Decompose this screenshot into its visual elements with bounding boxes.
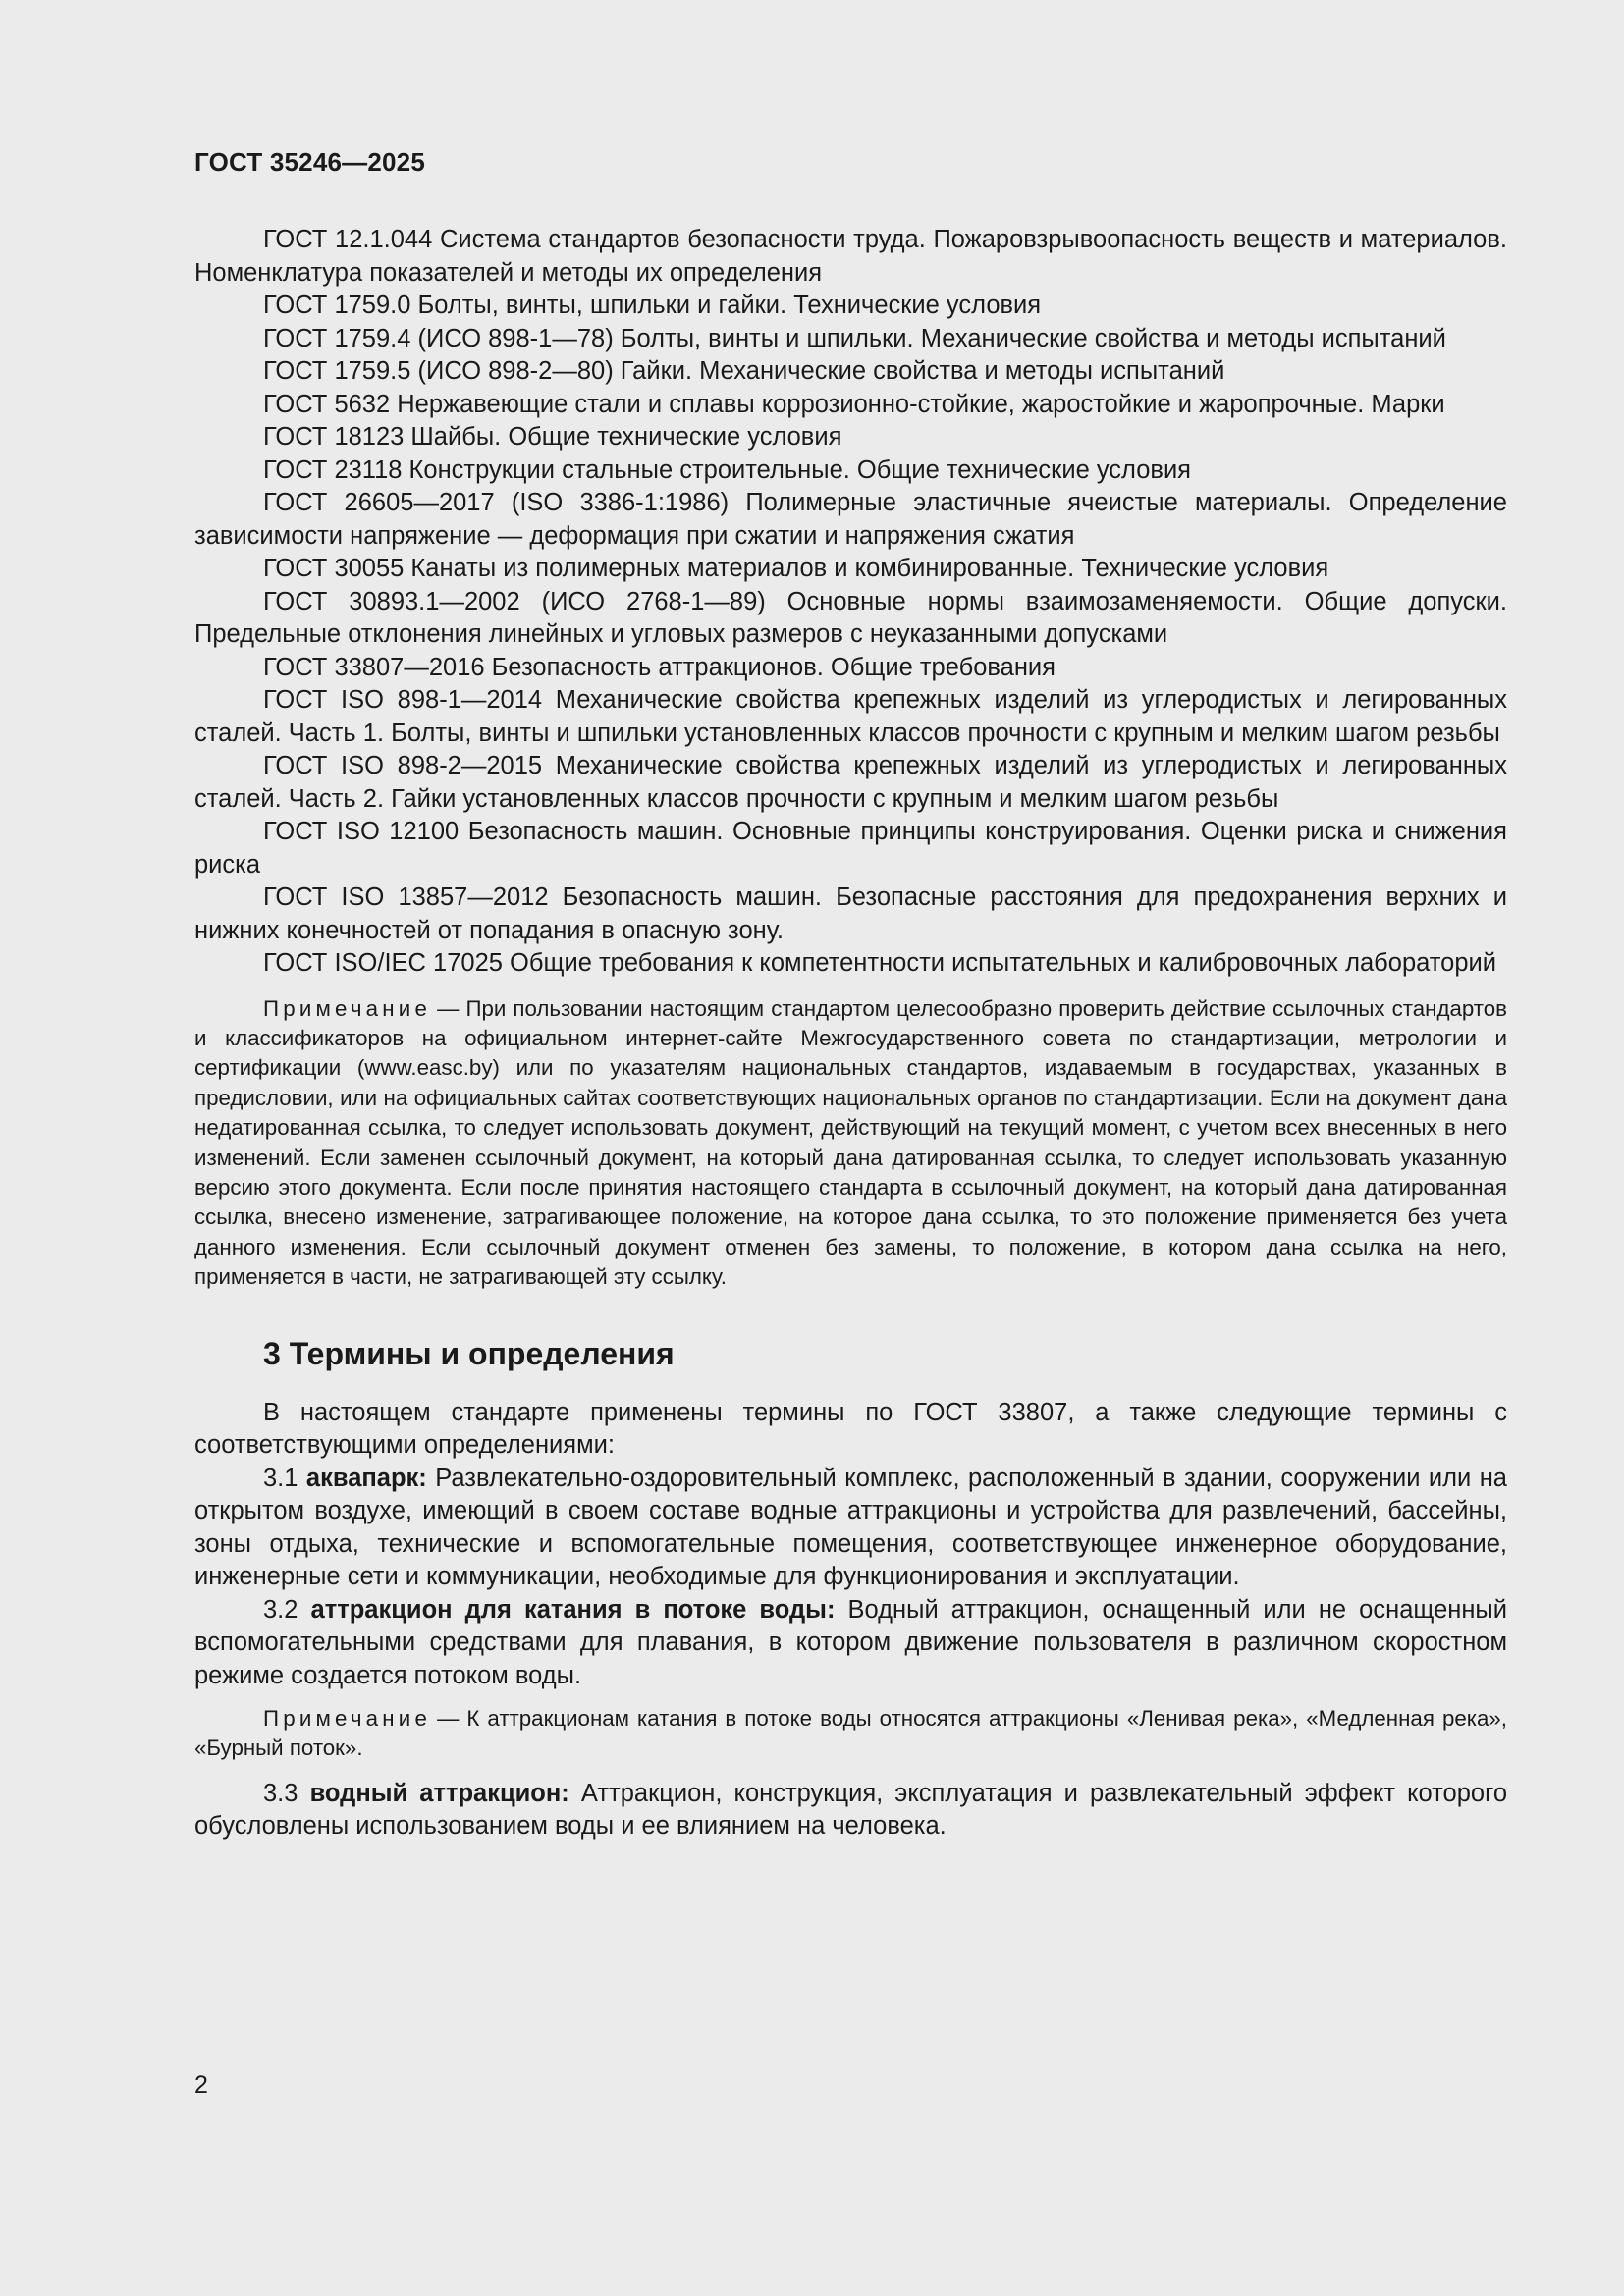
- term-name: водный аттракцион:: [309, 1779, 569, 1807]
- term-definition: [194, 1778, 1507, 1843]
- term-text: Водный аттракцион, оснащенный или не оснащенный вспомогательными средствами для плавания, в котором движение пользователя в различном скоростном режиме создается потоком воды.: [194, 1595, 1507, 1689]
- section-heading: 3 Термины и определения: [263, 1335, 675, 1371]
- reference-item: ГОСТ 1759.0 Болты, винты, шпильки и гайки. Технические условия: [263, 292, 1042, 319]
- term-definition: [194, 1463, 1507, 1594]
- reference-item: ГОСТ 33807—2016 Безопасность аттракционов. Общие требования: [263, 653, 1056, 681]
- term-definition: [194, 1594, 1507, 1693]
- reference-item: ГОСТ ISO 898-2—2015 Механические свойства крепежных изделий из углеродистых и легированных сталей. Часть 2. Гайки установленных классов прочности с крупным и мелким шагом резьбы: [194, 752, 1507, 813]
- reference-item: ГОСТ 30055 Канаты из полимерных материалов и комбинированные. Технические условия: [263, 555, 1329, 582]
- reference-item: ГОСТ 30893.1—2002 (ИСО 2768-1—89) Основные нормы взаимозаменяемости. Общие допуски. Предельные отклонения линейных и угловых размеров с неуказанными допусками: [194, 587, 1507, 648]
- term-number: 3.2: [263, 1595, 298, 1624]
- term-text: Аттракцион, конструкция, эксплуатация и развлекательный эффект которого обусловлены использованием воды и ее влиянием на человека.: [194, 1779, 1508, 1841]
- reference-item: ГОСТ ISO 12100 Безопасность машин. Основные принципы конструирования. Оценки риска и снижения риска: [194, 818, 1507, 879]
- reference-item: ГОСТ 18123 Шайбы. Общие технические условия: [263, 423, 842, 451]
- reference-item: ГОСТ 23118 Конструкции стальные строительные. Общие технические условия: [263, 455, 1191, 484]
- term-note: [194, 1704, 1507, 1764]
- note-text: — При пользовании настоящим стандартом целесообразно проверить действие ссылочных стандартов и классификаторов на официальном интернет-сайте Межгосударственного совета по стандартизации, метрологии и сертификации (www.easc.by) или по указателям национальных стандартов, издаваемым в государствах, указанных в предисловии, или на официальных сайтах соответствующих национальных органов по стандартизации. Если на документ дана недатированная ссылка, то следует использовать документ, действующий на текущий момент, с учетом всех внесенных в него изменений. Если заменен ссылочный документ, на который дана датированная ссылка, то следует использовать указанную версию этого документа. Если после принятия настоящего стандарта в ссылочный документ, на который дана датированная ссылка, внесено изменение, затрагивающее положение, на которое дана ссылка, то это положение применяется без учета данного изменения. Если ссылочный документ отменен без замены, то положение, в котором дана ссылка на него, применяется в части, не затрагивающей эту ссылку.: [194, 995, 1507, 1290]
- reference-item: ГОСТ 26605—2017 (ISO 3386-1:1986) Полимерные эластичные ячеистые материалы. Определение зависимости напряжение — деформация при сжатии и напряжения сжатия: [194, 489, 1507, 550]
- reference-item: ГОСТ 12.1.044 Система стандартов безопасности труда. Пожаровзрывоопасность веществ и материалов. Номенклатура показателей и методы их определения: [194, 226, 1507, 287]
- page-content: [194, 224, 1507, 1843]
- note-text: — К аттракционам катания в потоке воды относятся аттракционы «Ленивая река», «Медленная река», «Бурный поток».: [194, 1706, 1507, 1761]
- reference-item: ГОСТ 1759.5 (ИСО 898-2—80) Гайки. Механические свойства и методы испытаний: [263, 357, 1225, 385]
- reference-item: ГОСТ ISO/IEC 17025 Общие требования к компетентности испытательных и калибровочных лабораторий: [263, 949, 1496, 977]
- note-label: Примечание: [263, 1706, 432, 1732]
- term-name: аттракцион для катания в потоке воды:: [310, 1595, 836, 1624]
- term-number: 3.1: [263, 1464, 298, 1492]
- document-code: ГОСТ 35246—2025: [194, 147, 425, 177]
- reference-item: ГОСТ 1759.4 (ИСО 898-1—78) Болты, винты и шпильки. Механические свойства и методы испытаний: [263, 324, 1446, 352]
- note-label: Примечание: [263, 995, 432, 1021]
- section-intro: В настоящем стандарте применены термины по ГОСТ 33807, а также следующие термины с соответствующими определениями:: [194, 1398, 1507, 1460]
- term-name: аквапарк:: [305, 1464, 427, 1492]
- term-text: Развлекательно-оздоровительный комплекс, расположенный в здании, сооружении или на открытом воздухе, имеющий в своем составе водные аттракционы и устройства для развлечений, бассейны, зоны отдыха, технические и вспомогательные помещения, соответствующее инженерное оборудование, инженерные сети и коммуникации, необходимые для функционирования и эксплуатации.: [194, 1464, 1507, 1591]
- reference-item: ГОСТ 5632 Нержавеющие стали и сплавы коррозионно-стойкие, жаростойкие и жаропрочные. Марки: [263, 390, 1445, 418]
- references-note: [194, 994, 1507, 1293]
- reference-item: ГОСТ ISO 13857—2012 Безопасность машин. Безопасные расстояния для предохранения верхних и нижних конечностей от попадания в опасную зону.: [194, 883, 1507, 944]
- reference-item: ГОСТ ISO 898-1—2014 Механические свойства крепежных изделий из углеродистых и легированных сталей. Часть 1. Болты, винты и шпильки установленных классов прочности с крупным и мелким шагом резьбы: [194, 686, 1507, 747]
- normative-references-list: [194, 224, 1507, 981]
- page-number: 2: [194, 2071, 208, 2099]
- term-number: 3.3: [263, 1779, 298, 1807]
